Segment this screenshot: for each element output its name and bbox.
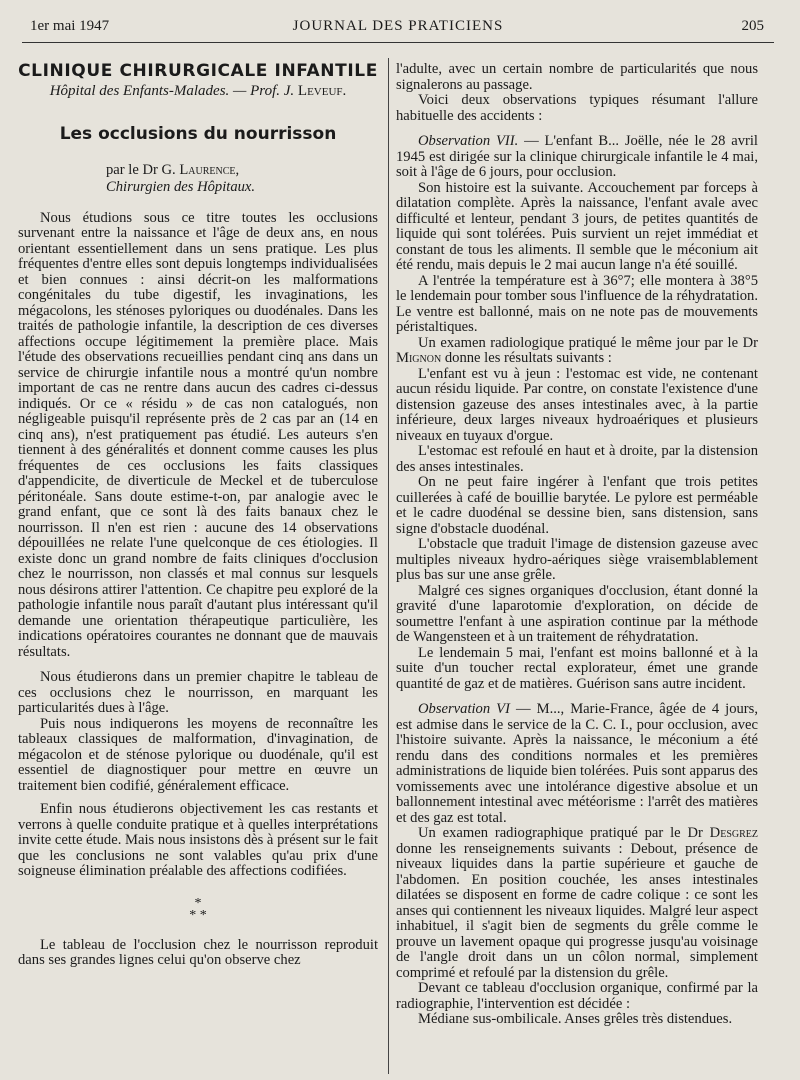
- section-separator: [18, 895, 378, 923]
- paragraph: Nous étudions sous ce titre toutes les occlusions survenant entre la naissance et l'âge de deux ans, en nous orientant essentiellement dans un sens pratique. Les plus fréquentes d'entre elles sont depuis longtemps individualisées et bien connues : ainsi décrit-on les malformations congénitales du tube digestif, les invaginations, les mégacolons, les sténoses pyloriques ou duodénales. Dans les traités de pathologie infantile, la description de ces diverses affections occupe légitimement la première place. Mais l'étude des observations recueillies pendant cinq ans dans un service de chirurgie infantile nous a montré qu'un nombre important de cas ne rentre dans aucun des cadres ci-dessus indiqués. Or ce « résidu » de cas non catalogués, non négligeable puisqu'il représente près de 2 cas par an (14 en cinq ans), n'est pratiquement pas étudié. Les auteurs s'en tiennent à des généralités et donnent comme causes les plus fréquentes de ces occlusions les faits classiques d'appendicite, de diverticule de Meckel et de tuberculose péritonéale. Sans doute estime-t-on, par analogie avec le grand enfant, que ce sont là des faits banaux chez le nourrisson. Il n'en est rien : aucune des 14 observations dépouillées ne relate l'une quelconque de ces étiologies. Il existe donc un grand nombre de faits cliniques d'occlusion chez le nourrisson, non classés et mal connus sur lesquels nous désirons attirer l'attention. Ce chapitre peu exploré de la pathologie infantile nous paraît d'autant plus intéressant qu'il demande une orientation thérapeutique particulière, les indications opératoires courantes ne donnant que de mauvais résultats.: [18, 209, 378, 660]
- header-date: 1er mai 1947: [30, 18, 110, 34]
- hospital-line: [18, 84, 378, 100]
- observation-6: [396, 702, 758, 826]
- observation-text: — M..., Marie-France, âgée de 4 jours, est admise dans le service de la C. C. I., pour occlusion, avec l'histoire suivante. Après la naissance, le méconium a été rendu dans des conditions normales et les premières administrations de liquide bien tolérées. Puis sont apparus des vomissements avec une intolérance digestive absolue et un ballonnement intestinal avec météorisme : l'arrêt des matières et des gaz est total.: [396, 701, 758, 826]
- author-name: Laurence,: [179, 161, 240, 178]
- paragraph: Son histoire est la suivante. Accouchement par forceps à dilatation complète. Après la naissance, l'enfant avale avec difficulté et lenteur, pendant 3 jours, de petites quantités de liquide qui sont tolérées. Puis survient un rejet immédiat et constant de tous les aliments. Il semble que le méconium ait été rendu, mais depuis le 2 mai aucun lange n'a été souillé.: [396, 179, 758, 273]
- text-span: Un examen radiographique pratiqué par le Dr: [418, 825, 703, 841]
- paragraph: Voici deux observations typiques résumant l'allure habituelle des accidents :: [396, 92, 758, 124]
- paragraph: [396, 336, 758, 367]
- paragraph: Médiane sus-ombilicale. Anses grêles très distendues.: [418, 1011, 733, 1027]
- text-span: donne les renseignements suivants : Debout, présence de niveaux liquides dans la partie supérieure et gauche de l'abdomen. En position couchée, les anses intestinales dilatées se disposent en forme de cadre colique : ce sont les anses qui contiennent les niveaux liquides. Malgré leur aspect inhabituel, il s'agit bien de segments du grêle comme le prouve un lavement opaque qui progresse jusqu'au voisinage de l'angle droit dans un un côlon normal, simplement comprimé et refoulé par la distension du grêle.: [396, 840, 758, 981]
- paragraph: Le tableau de l'occlusion chez le nourrisson reproduit dans ses grandes lignes celui qu'on observe chez: [18, 936, 378, 968]
- observation-label: Observation VII.: [418, 133, 519, 149]
- left-column: [18, 62, 378, 969]
- paragraph: Puis nous indiquerons les moyens de reconnaître les tableaux classiques de malformation, d'invagination, de mégacolon et de sténose pylorique ou duodénale, qu'il est essentiel de diagnostiquer pour mettre en œuvre un traitement bien codifié, généralement efficace.: [18, 715, 378, 794]
- observation-7: [396, 134, 758, 181]
- paragraph: Enfin nous étudierons objectivement les cas restants et verrons à quelle conduite pratique et à quelles interprétations invite cette étude. Mais nous insistons dès à présent sur le fait que les conclusions ne sont valables qu'au prix d'une soigneuse élimination préalable des affections codifiées.: [18, 801, 378, 879]
- separator-stars-bottom: * *: [189, 907, 207, 923]
- observation-text: — L'enfant B... Joëlle, née le 28 avril 1945 est dirigée sur la clinique chirurgicale infantile le 4 mai, soit à l'âge de 6 jours, pour occlusion.: [396, 133, 758, 180]
- paragraph: A l'entrée la température est à 36°7; elle montera à 38°5 le lendemain pour tomber sous l'influence de la réhydratation. Le ventre est ballonné, mais on ne note pas de mouvements péristaltiques.: [396, 272, 758, 335]
- paragraph: Malgré ces signes organiques d'occlusion, étant donné la gravité d'une laparotomie d'exploration, on décide de soumettre l'enfant à une aspiration continue par la méthode de Wangensteen et à un traitement de réhydratation.: [396, 582, 758, 645]
- paragraph: Devant ce tableau d'occlusion organique, confirmé par la radiographie, l'intervention est décidée :: [396, 980, 758, 1012]
- text-span: Un examen radiologique pratiqué le même jour par le Dr: [418, 334, 758, 351]
- paragraph: Nous étudierons dans un premier chapitre le tableau de ces occlusions chez le nourrisson, en marquant les particularités dues à l'âge.: [18, 669, 378, 716]
- observation-label: Observation VI: [418, 701, 510, 717]
- paragraph: On ne peut faire ingérer à l'enfant que trois petites cuillerées à café de bouillie barytée. Le pylore est perméable et le cadre duodénal se dessine bien, sans distension, sans signe d'obstacle duodénal.: [396, 474, 758, 537]
- column-divider: [388, 58, 389, 1074]
- paragraph: L'obstacle que traduit l'image de distension gazeuse avec multiples niveaux hydro-aériques siège vraisemblablement plus bas sur une anse grêle.: [396, 536, 758, 583]
- professor-name: Leveuf.: [297, 82, 347, 99]
- header-journal-title: JOURNAL DES PRATICIENS: [292, 18, 504, 34]
- paragraph: [396, 826, 758, 981]
- doctor-name: Mignon: [396, 350, 442, 366]
- paragraph: L'estomac est refoulé en haut et à droite, par la distension des anses intestinales.: [396, 443, 758, 475]
- paragraph: L'enfant est vu à jeun : l'estomac est vide, ne contenant aucun résidu liquide. Par contre, on constate l'existence d'une distension gazeuse des anses intestinales avec, à la partie inférieure, deux larges niveaux hydroaériques et plusieurs niveaux en tuyaux d'orgue.: [396, 365, 758, 444]
- section-title: CLINIQUE CHIRURGICALE INFANTILE: [18, 61, 378, 81]
- author-role: Chirurgien des Hôpitaux.: [106, 179, 256, 195]
- author-line: [106, 163, 378, 179]
- paragraph: l'adulte, avec un certain nombre de particularités que nous signalerons au passage.: [396, 61, 758, 93]
- paragraph: Le lendemain 5 mai, l'enfant est moins ballonné et à la suite d'un toucher rectal explorateur, émet une grande quantité de gaz et de matières. Guérison sans autre incident.: [396, 644, 758, 692]
- author-prefix: par le Dr G.: [106, 161, 176, 178]
- running-header: [22, 14, 774, 43]
- doctor-name: Desgrez: [709, 825, 758, 841]
- header-page-number: 205: [741, 18, 764, 34]
- separator-star-top: *: [194, 895, 202, 911]
- hospital-name: Hôpital des Enfants-Malades. — Prof. J.: [49, 82, 295, 99]
- right-column: [396, 62, 758, 1028]
- text-span: donne les résultats suivants :: [441, 350, 612, 366]
- article-title: Les occlusions du nourrisson: [59, 124, 337, 144]
